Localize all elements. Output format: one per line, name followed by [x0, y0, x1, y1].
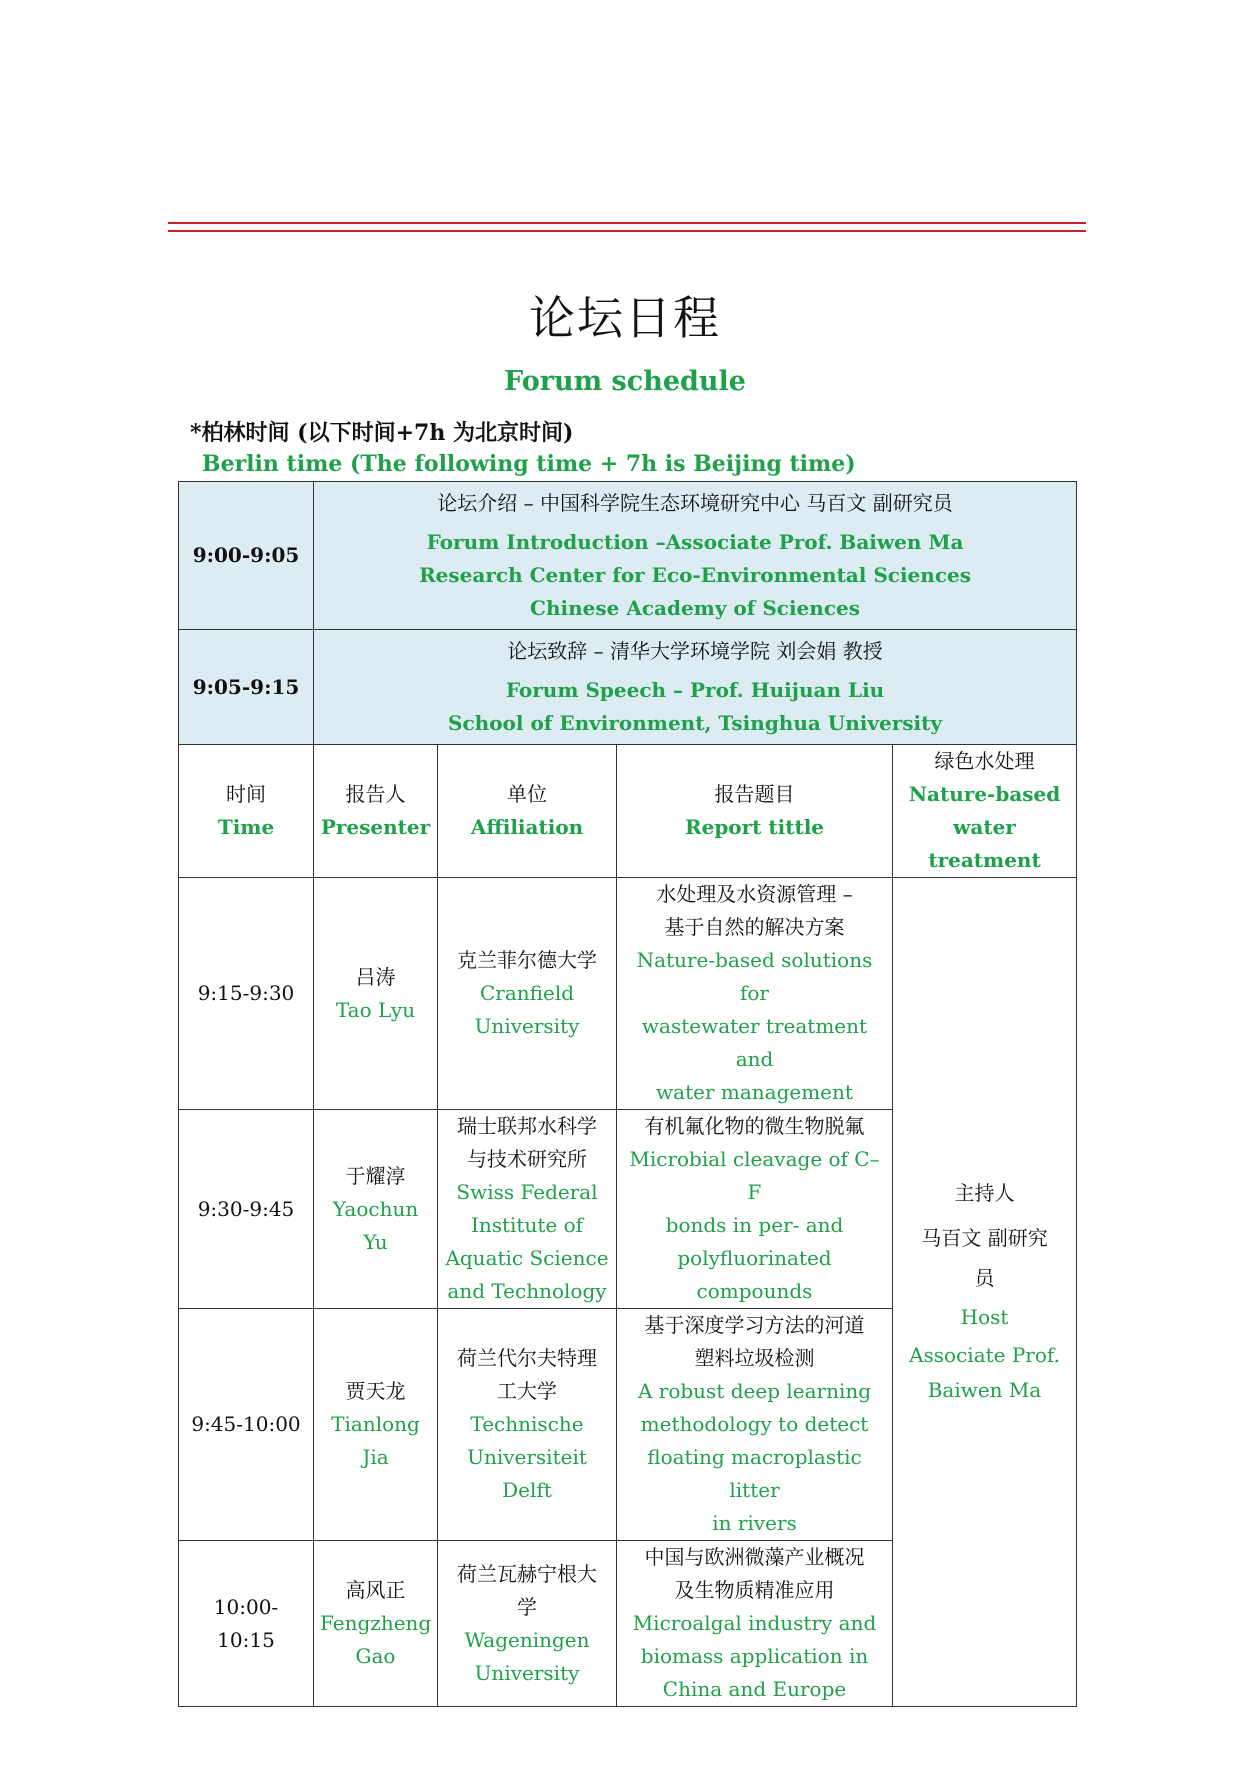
presenter-en: Gao	[355, 1644, 396, 1668]
title-cn: 有机氟化物的微生物脱氟	[644, 1114, 865, 1138]
talk-affiliation	[438, 1541, 617, 1707]
title-en: China and Europe	[662, 1677, 847, 1701]
title-en: methodology to detect	[640, 1412, 869, 1436]
affiliation-en: Swiss Federal	[456, 1180, 598, 1204]
intro-row	[179, 482, 1077, 630]
presenter-cn: 高风正	[345, 1578, 406, 1602]
talk-affiliation	[438, 878, 617, 1110]
affiliation-cn: 与技术研究所	[467, 1147, 587, 1171]
affiliation-en: Cranfield	[479, 981, 575, 1005]
title-en: polyfluorinated compounds	[677, 1246, 832, 1303]
title-cn: 基于深度学习方法的河道	[644, 1313, 865, 1337]
affiliation-en: University	[474, 1660, 580, 1685]
title-cn: 中国与欧洲微藻产业概况	[644, 1545, 865, 1569]
title-cn: 基于自然的解决方案	[664, 915, 845, 939]
page-title-en: Forum schedule	[504, 366, 746, 397]
intro-time: 9:00-9:05	[179, 482, 314, 630]
header-affiliation-cn: 单位	[507, 782, 547, 806]
table-row	[179, 878, 1077, 1110]
affiliation-en: Institute of	[470, 1213, 584, 1237]
talk-title	[617, 878, 893, 1110]
session-host	[893, 878, 1077, 1707]
host-en: Baiwen Ma	[927, 1378, 1042, 1402]
intro-cn: 论坛致辞 – 清华大学环境学院 刘会娟 教授	[507, 638, 883, 663]
header-presenter-en: Presenter	[320, 815, 431, 839]
timezone-note-cn: *柏林时间 (以下时间+7h 为北京时间)	[190, 420, 574, 446]
talk-time: 9:45-10:00	[179, 1309, 314, 1541]
intro-en-line: School of Environment, Tsinghua University	[448, 710, 942, 735]
header-report-title-en: Report tittle	[684, 815, 825, 839]
talk-presenter	[314, 1110, 438, 1309]
presenter-cn: 贾天龙	[345, 1379, 406, 1403]
affiliation-en: Universiteit Delft	[467, 1445, 587, 1502]
title-cn: 及生物质精准应用	[674, 1578, 835, 1602]
talk-title	[617, 1110, 893, 1309]
talk-time: 10:00-10:15	[179, 1541, 314, 1707]
presenter-en: Fengzheng	[320, 1611, 432, 1635]
intro-content	[314, 482, 1077, 630]
presenter-cn: 吕涛	[355, 964, 396, 989]
affiliation-en: Wageningen	[464, 1627, 590, 1652]
title-en: A robust deep learning	[637, 1379, 872, 1403]
presenter-en: Yaochun	[332, 1196, 419, 1221]
talk-time: 9:30-9:45	[179, 1110, 314, 1309]
intro-time: 9:05-9:15	[179, 630, 314, 745]
page-title-cn: 论坛日程	[529, 291, 721, 345]
table-header-row	[179, 745, 1077, 878]
header-affiliation-en: Affiliation	[470, 815, 584, 839]
schedule-table	[178, 481, 1077, 1707]
host-cn: 主持人	[954, 1181, 1015, 1205]
affiliation-en: and Technology	[447, 1279, 607, 1303]
header-affiliation	[438, 745, 617, 878]
presenter-en: Tao Lyu	[335, 997, 416, 1022]
affiliation-cn: 学	[517, 1594, 537, 1619]
header-time	[179, 745, 314, 878]
header-time-cn: 时间	[226, 782, 266, 806]
presenter-en: Yu	[363, 1229, 388, 1254]
presenter-cn: 于耀淳	[345, 1163, 406, 1188]
presenter-en: Tianlong	[331, 1412, 420, 1436]
talk-presenter	[314, 878, 438, 1110]
title-cn: 塑料垃圾检测	[694, 1346, 815, 1370]
header-report-title	[617, 745, 893, 878]
talk-presenter	[314, 1541, 438, 1707]
title-cn: 水处理及水资源管理 –	[656, 882, 853, 906]
header-rule-bottom	[168, 230, 1086, 232]
talk-presenter	[314, 1309, 438, 1541]
affiliation-en: University	[474, 1014, 580, 1038]
header-session	[893, 745, 1077, 878]
talk-affiliation	[438, 1309, 617, 1541]
header-presenter-cn: 报告人	[345, 782, 406, 806]
title-en: water management	[656, 1080, 853, 1104]
host-cn: 员	[974, 1266, 995, 1290]
affiliation-cn: 荷兰瓦赫宁根大	[457, 1561, 597, 1586]
host-en: Associate Prof.	[909, 1343, 1060, 1367]
title-en: wastewater treatment and	[641, 1014, 868, 1071]
talk-title	[617, 1541, 893, 1707]
affiliation-cn: 克兰菲尔德大学	[457, 948, 597, 972]
affiliation-cn: 瑞士联邦水科学	[457, 1114, 597, 1138]
intro-cn: 论坛介绍 – 中国科学院生态环境研究中心 马百文 副研究员	[437, 490, 953, 515]
affiliation-en: Aquatic Science	[445, 1246, 609, 1270]
intro-en-line: Forum Introduction –Associate Prof. Baiwen Ma	[426, 529, 964, 554]
host-en: Host	[960, 1305, 1009, 1329]
affiliation-en: Technische	[470, 1412, 584, 1436]
talk-title	[617, 1309, 893, 1541]
presenter-en: Jia	[362, 1445, 389, 1469]
talk-time: 9:15-9:30	[179, 878, 314, 1110]
header-report-title-cn: 报告题目	[714, 782, 795, 806]
intro-en-line: Research Center for Eco-Environmental Sciences	[419, 562, 971, 587]
intro-row	[179, 630, 1077, 745]
timezone-note-en: Berlin time (The following time + 7h is Beijing time)	[202, 451, 856, 477]
affiliation-cn: 工大学	[497, 1379, 557, 1403]
header-session-en: water treatment	[928, 815, 1041, 872]
title-en: Microalgal industry and	[632, 1611, 877, 1635]
title-en: floating macroplastic litter	[647, 1445, 862, 1502]
title-en: in rivers	[712, 1511, 797, 1535]
header-session-en: Nature-based	[908, 782, 1061, 806]
affiliation-cn: 荷兰代尔夫特理	[457, 1346, 597, 1370]
header-time-en: Time	[217, 815, 275, 839]
intro-content	[314, 630, 1077, 745]
header-rule-top	[168, 222, 1086, 224]
talk-affiliation	[438, 1110, 617, 1309]
title-en: bonds in per- and	[665, 1213, 844, 1237]
intro-en-line: Forum Speech – Prof. Huijuan Liu	[505, 677, 885, 702]
title-en: Nature-based solutions for	[636, 948, 873, 1005]
title-en: Microbial cleavage of C–F	[629, 1147, 880, 1204]
intro-en-line: Chinese Academy of Sciences	[530, 595, 860, 620]
header-presenter	[314, 745, 438, 878]
header-session-cn: 绿色水处理	[934, 749, 1035, 773]
host-cn: 马百文 副研究	[921, 1226, 1048, 1250]
title-en: biomass application in	[640, 1644, 869, 1668]
